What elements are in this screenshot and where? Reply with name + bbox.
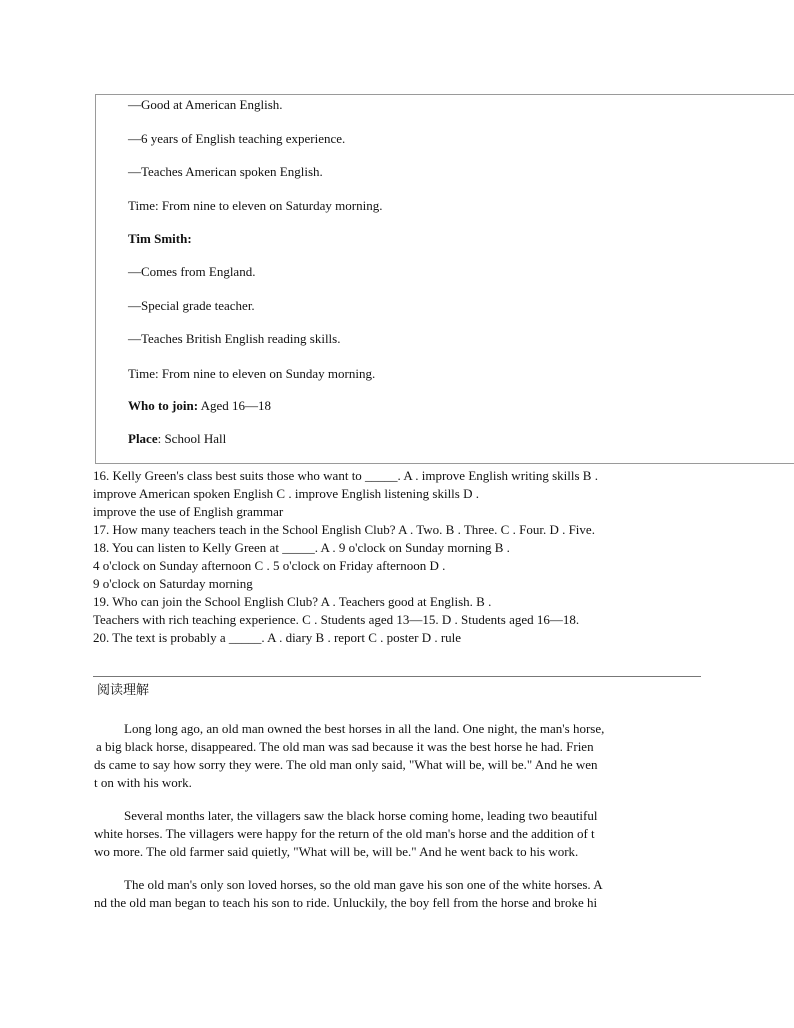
passage-line: a big black horse, disappeared. The old man was sad because it was the best horse he had. Frien [96,739,594,754]
box-line-3: —Teaches American spoken English. [128,164,323,179]
passage-line: white horses. The villagers were happy for the return of the old man's horse and the addition of t [94,826,595,841]
passage-line: ds came to say how sorry they were. The old man only said, "What will be, will be." And he wen [94,757,598,772]
box-line-7: —Special grade teacher. [128,298,255,313]
question-line: 20. The text is probably a _____. A . diary B . report C . poster D . rule [93,630,462,645]
section-divider [93,676,701,677]
passage-line: Long long ago, an old man owned the best horses in all the land. One night, the man's horse, [124,721,605,736]
box-line-9: Time: From nine to eleven on Sunday morning. [128,366,376,381]
question-line: improve American spoken English C . improve English listening skills D . [93,486,479,501]
who-to-join-line [128,398,271,414]
teacher-name-tim-smith: Tim Smith: [128,231,192,246]
box-line-6: —Comes from England. [128,264,256,279]
passage-line: The old man's only son loved horses, so the old man gave his son one of the white horses. A [124,877,603,892]
box-line-1: —Good at American English. [128,97,283,112]
question-line: 17. How many teachers teach in the School English Club? A . Two. B . Three. C . Four. D . Five. [93,522,595,537]
place-value: : School Hall [157,431,227,446]
question-line: Teachers with rich teaching experience. C . Students aged 13—15. D . Students aged 16—18. [93,612,580,627]
box-line-8: —Teaches British English reading skills. [128,331,341,346]
box-line-4: Time: From nine to eleven on Saturday morning. [128,198,383,213]
question-line: 19. Who can join the School English Club? A . Teachers good at English. B . [93,594,492,609]
passage-line: nd the old man began to teach his son to ride. Unluckily, the boy fell from the horse and broke hi [94,895,598,910]
place-label: Place [128,431,158,446]
question-line: improve the use of English grammar [93,504,284,519]
passage-line: t on with his work. [94,775,192,790]
question-line: 4 o'clock on Sunday afternoon C . 5 o'clock on Friday afternoon D . [93,558,446,573]
who-to-join-value: Aged 16—18 [198,398,272,413]
question-line: 16. Kelly Green's class best suits those who want to _____. A . improve English writing skills B . [93,468,598,483]
section-title: 阅读理解 [97,683,150,698]
question-line: 18. You can listen to Kelly Green at _____. A . 9 o'clock on Sunday morning B . [93,540,510,555]
who-to-join-label: Who to join: [128,398,199,413]
box-line-2: —6 years of English teaching experience. [128,131,346,146]
passage-line: Several months later, the villagers saw the black horse coming home, leading two beautiful [124,808,598,823]
place-line [128,431,226,447]
question-line: 9 o'clock on Saturday morning [93,576,253,591]
passage-line: wo more. The old farmer said quietly, "What will be, will be." And he went back to his work. [94,844,579,859]
